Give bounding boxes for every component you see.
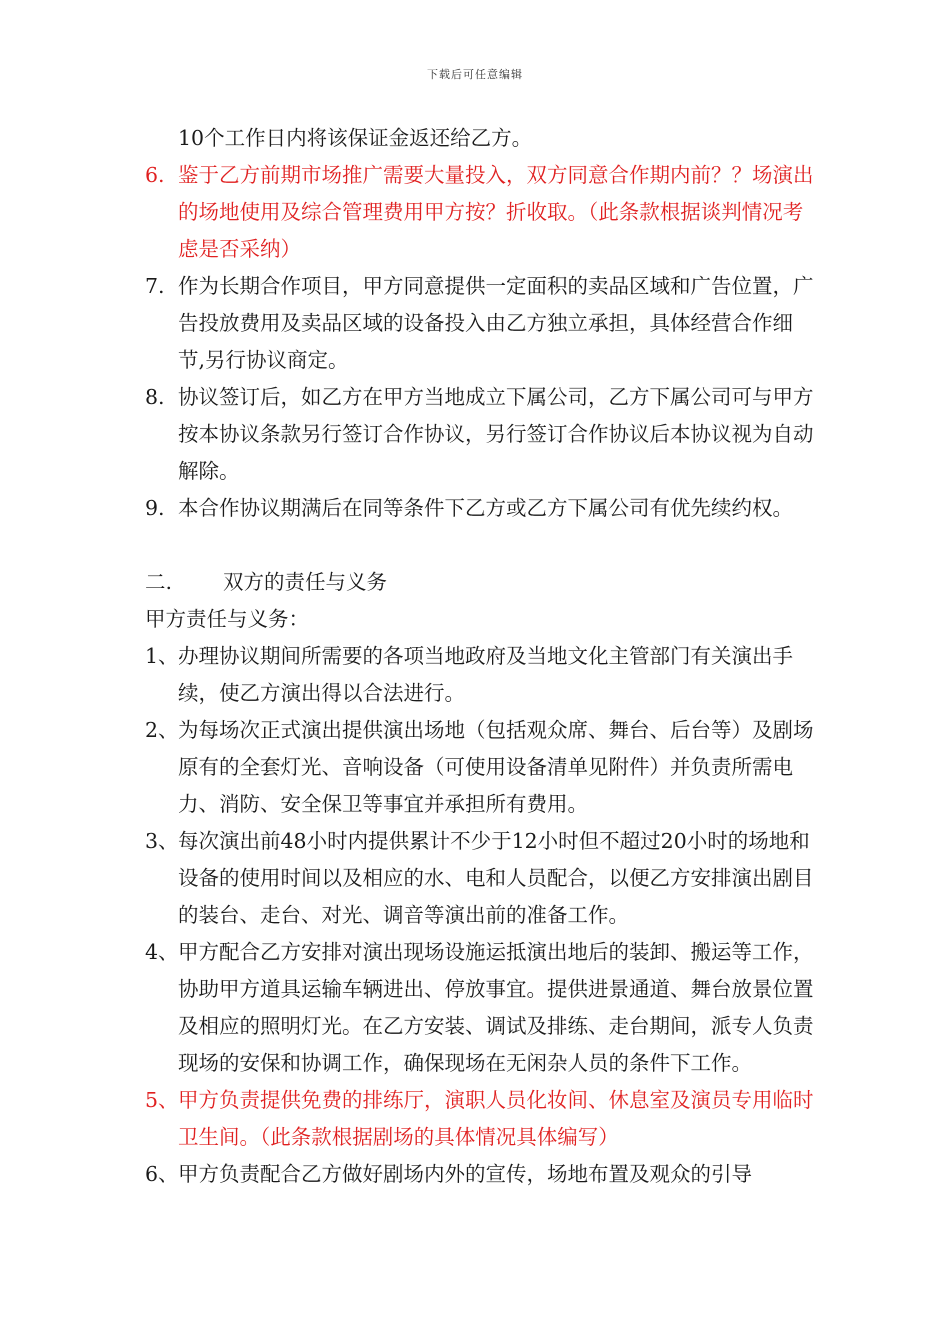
clause-item-6 (145, 157, 815, 268)
clause-number: 8. (145, 385, 165, 409)
page-header: 下载后可任意编辑 (427, 68, 523, 81)
duty-text: 为每场次正式演出提供演出场地（包括观众席、舞台、后台等）及剧场原有的全套灯光、音响设备（可使用设备清单见附件）并负责所需电力、消防、安全保卫等事宜并承担所有费用。 (178, 718, 814, 816)
duty-number: 3、 (145, 829, 179, 853)
duty-number: 1、 (145, 644, 179, 668)
clause-number: 7. (145, 274, 165, 298)
section-number: 二. (145, 570, 173, 594)
duty-item-5 (145, 1082, 815, 1156)
duty-number: 4、 (145, 940, 179, 964)
duty-item-1 (145, 638, 815, 712)
clause-item-8 (145, 379, 815, 490)
clause-number: 9. (145, 496, 165, 520)
duty-text: 甲方配合乙方安排对演出现场设施运抵演出地后的装卸、搬运等工作，协助甲方道具运输车辆进出、停放事宜。提供进景通道、舞台放景位置及相应的照明灯光。在乙方安装、调试及排练、走台期间，派专人负责现场的安保和协调工作，确保现场在无闲杂人员的条件下工作。 (178, 940, 814, 1075)
duty-number: 5、 (145, 1088, 179, 1112)
duty-text: 甲方负责提供免费的排练厅，演职人员化妆间、休息室及演员专用临时卫生间。（此条款根据剧场的具体情况具体编写） (178, 1088, 814, 1149)
duty-number: 6、 (145, 1162, 179, 1186)
party-a-heading: 甲方责任与义务： (145, 607, 309, 631)
clause-text: 鉴于乙方前期市场推广需要大量投入，双方同意合作期内前？？场演出的场地使用及综合管理费用甲方按？折收取。（此条款根据谈判情况考虑是否采纳） (178, 163, 814, 261)
section-title: 双方的责任与义务 (223, 570, 387, 594)
document-body (145, 120, 815, 1193)
duty-item-3 (145, 823, 815, 934)
clause-item-7 (145, 268, 815, 379)
clause-text: 作为长期合作项目，甲方同意提供一定面积的卖品区域和广告位置，广告投放费用及卖品区域的设备投入由乙方独立承担，具体经营合作细节,另行协议商定。 (178, 274, 814, 372)
clause-item-9 (145, 490, 815, 527)
continuation-text: 10个工作日内将该保证金返还给乙方。 (178, 126, 533, 150)
duty-list (145, 638, 815, 1193)
clause-text: 本合作协议期满后在同等条件下乙方或乙方下属公司有优先续约权。 (178, 496, 793, 520)
section-heading (145, 564, 815, 601)
clause-number: 6. (145, 163, 165, 187)
duty-item-6 (145, 1156, 815, 1193)
clause-list-part1 (145, 157, 815, 527)
duty-text: 甲方负责配合乙方做好剧场内外的宣传，场地布置及观众的引导 (178, 1162, 752, 1186)
duty-text: 每次演出前48小时内提供累计不少于12小时但不超过20小时的场地和设备的使用时间以及相应的水、电和人员配合，以便乙方安排演出剧目的装台、走台、对光、调音等演出前的准备工作。 (178, 829, 814, 927)
duty-item-2 (145, 712, 815, 823)
duty-number: 2、 (145, 718, 179, 742)
duty-item-4 (145, 934, 815, 1082)
clause-text: 协议签订后，如乙方在甲方当地成立下属公司，乙方下属公司可与甲方按本协议条款另行签订合作协议，另行签订合作协议后本协议视为自动解除。 (178, 385, 814, 483)
duty-text: 办理协议期间所需要的各项当地政府及当地文化主管部门有关演出手续，使乙方演出得以合法进行。 (178, 644, 793, 705)
